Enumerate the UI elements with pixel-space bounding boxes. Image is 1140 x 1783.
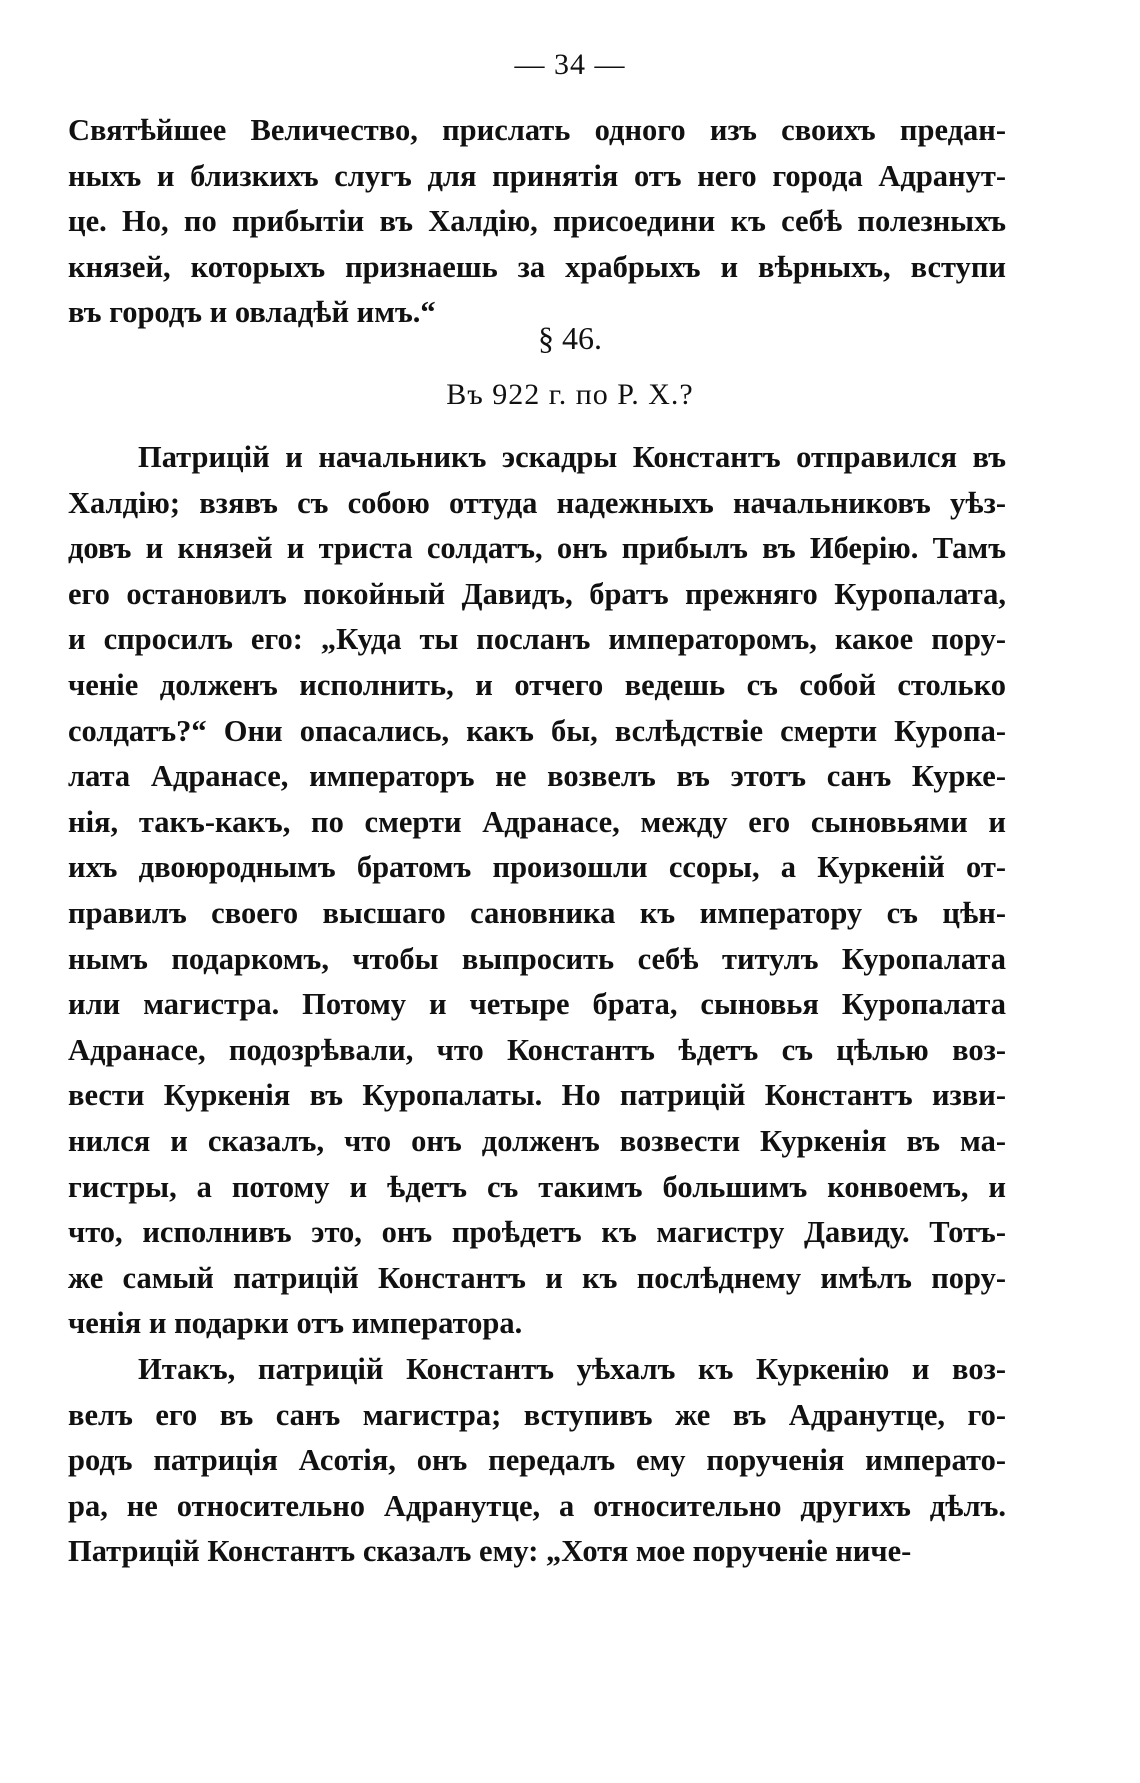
text-line: родъ патриція Асотія, онъ передалъ ему порученія императо- [68,1443,1006,1478]
text-line: ченіе долженъ исполнить, и отчего ведешь съ собой столько [68,667,1006,702]
text-line: нился и сказалъ, что онъ долженъ возвести Куркенія въ ма- [68,1123,1006,1158]
date-heading: Въ 922 г. по Р. Х.? [446,378,694,411]
text-line: ра, не относительно Адранутце, а относительно другихъ дѣлъ. [68,1488,1006,1523]
text-line: правилъ своего высшаго сановника къ императору съ цѣн- [68,895,1006,930]
text-line: и спросилъ его: „Куда ты посланъ императоромъ, какое пору- [68,622,1006,657]
text-line: Адранасе, подозрѣвали, что Константъ ѣдетъ съ цѣлью воз- [68,1032,1006,1067]
text-line: гистры, а потому и ѣдетъ съ такимъ большимъ конвоемъ, и [68,1169,1006,1204]
intro-paragraph [68,108,1006,336]
text-line: Халдію; взявъ съ собою оттуда надежныхъ начальниковъ уѣз- [68,485,1006,520]
text-line: ченія и подарки отъ императора. [68,1306,523,1341]
text-line: довъ и князей и триста солдатъ, онъ прибылъ въ Иберію. Тамъ [68,531,1006,566]
text-line: же самый патрицій Константъ и къ послѣднему имѣлъ пору- [68,1260,1006,1295]
text-line: Святѣйшее Величество, прислать одного изъ своихъ предан- [68,113,1006,147]
paragraph-1 [68,435,1006,1347]
text-line: солдатъ?“ Они опасались, какъ бы, вслѣдствіе смерти Куропа- [68,713,1006,748]
text-line: нія, такъ-какъ, по смерти Адранасе, между его сыновьями и [68,804,1006,839]
text-line: Патрицій Константъ сказалъ ему: „Хотя мое порученіе ниче- [68,1534,912,1569]
text-line: вести Куркенія въ Куропалаты. Но патрицій Константъ изви- [68,1078,1006,1113]
text-line: нымъ подаркомъ, чтобы выпросить себѣ титулъ Куропалата [68,941,1006,976]
text-line: князей, которыхъ признаешь за храбрыхъ и вѣрныхъ, вступи [68,249,1006,284]
text-line: Патрицій и начальникъ эскадры Константъ отправился въ [138,440,1006,474]
text-line: что, исполнивъ это, онъ проѣдетъ къ магистру Давиду. Тотъ- [68,1215,1006,1250]
section-heading: § 46. [538,320,602,356]
text-line: или магистра. Потому и четыре брата, сыновья Куропалата [68,987,1006,1022]
text-line: Итакъ, патрицій Константъ уѣхалъ къ Куркенію и воз- [138,1352,1006,1386]
text-line: въ городъ и овладѣй имъ.“ [68,295,436,330]
page-number: — 34 — [514,48,626,81]
text-line: це. Но, по прибытіи въ Халдію, присоедини къ себѣ полезныхъ [68,204,1006,239]
text-line: его остановилъ покойный Давидъ, братъ прежняго Куропалата, [68,576,1006,611]
text-line: велъ его въ санъ магистра; вступивъ же въ Адранутце, го- [68,1397,1006,1432]
paragraph-2 [68,1347,1006,1575]
text-line: ныхъ и близкихъ слугъ для принятія отъ него города Адранут- [68,158,1006,193]
text-line: лата Адранасе, императоръ не возвелъ въ этотъ санъ Курке- [68,759,1006,794]
text-line: ихъ двоюроднымъ братомъ произошли ссоры, а Куркеній от- [68,850,1006,885]
